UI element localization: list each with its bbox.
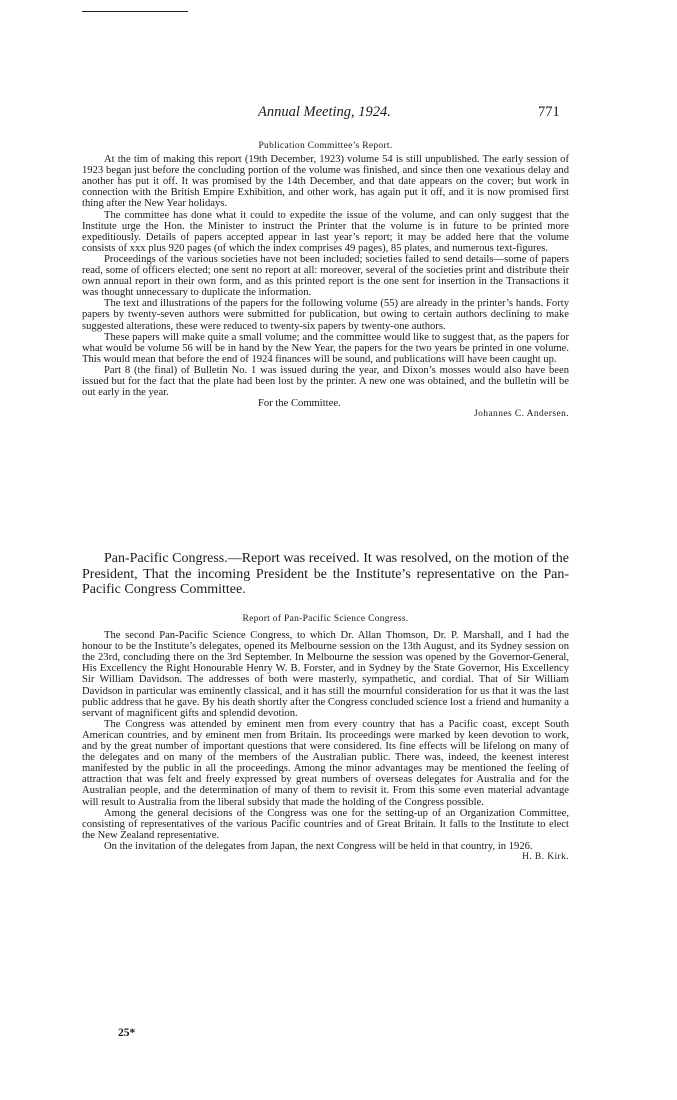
pan-pacific-congress-report (82, 614, 569, 863)
signature-kirk: H. B. Kirk. (522, 851, 569, 862)
resolution-text: Pan-Pacific Congress.—Report was received. It was resolved, on the motion of the President, That the incoming President be the Institute’s representative on the Pan-Pacific Congress Committee. (82, 551, 569, 597)
top-rule (82, 11, 188, 12)
report-paragraph: The text and illustrations of the papers for the following volume (55) are already in the printer’s hands. Forty papers by twenty-seven authors were submitted for publication, but owing to certain authors declining to make suggested alterations, these were reduced to twenty-six papers by twenty-one authors. (82, 298, 569, 332)
report-paragraph: Proceedings of the various societies have not been included; societies failed to send details—some of papers read, some of officers elected; one sent no report at all: moreover, several of the societies print and distribute their own annual report in their own form, and as this printed report is the one sent for insertion in the Transactions it was thought unnecessary to duplicate the information. (82, 253, 569, 299)
report-paragraph: The committee has done what it could to expedite the issue of the volume, and can only suggest that the Institute urge the Hon. the Minister to instruct the Printer that the volume is in future to be printed more expeditiously. Details of papers accepted appear in last year’s report; it may be added here that the volume consists of xxx plus 920 pages (of which the index comprises 49 pages), 85 plates, and numerous text-figures. (82, 209, 569, 254)
report-paragraph: Part 8 (the final) of Bulletin No. 1 was issued during the year, and Dixon’s mosses would also have been issued but for the fact that the plate had been lost by the printer. A new one was obtained, and the bulletin will be out early in the year. (82, 364, 569, 399)
page-number: 771 (538, 104, 560, 120)
signature-mark: 25* (118, 1027, 136, 1039)
signature-andersen: Johannes C. Andersen. (474, 409, 569, 420)
congress-paragraph: Among the general decisions of the Congress was one for the setting-up of an Organization Committee, consisting of representatives of the various Pacific countries and of Great Britain. It falls to the Institute to elect the New Zealand representative. (82, 807, 569, 841)
report-heading: Publication Committee’s Report. (258, 141, 393, 151)
congress-heading: Report of Pan-Pacific Science Congress. (242, 614, 409, 624)
running-title: Annual Meeting, 1924. (258, 104, 391, 120)
congress-paragraph: The Congress was attended by eminent men from every country that has a Pacific coast, except South American countries, and by eminent men from Britain. Its proceedings were marked by keen devotion to work, and by the great number of important questions that were considered. Its fine effects will be lifelong on many of the delegates and on many of the members of the Australian public. There was, indeed, the keenest interest manifested by the public in all the proceedings. Among the minor advantages may be mentioned the feeling of attraction that was felt and freely expressed by great numbers of overseas delegates for Australia and for the Australian people, and the determination of many of them to revisit it. From this some even material advantage will result to Australia from the liberal subsidy that made the holding of the Congress possible. (82, 718, 569, 808)
report-paragraph: These papers will make quite a small volume; and the committee would like to suggest that, as the papers for what would be volume 56 will be in hand by the New Year, the papers for the two years be printed in one volume. This would mean that before the end of 1924 finances will be sound, and publications will have been caught up. (82, 331, 569, 365)
publication-committee-report (82, 141, 569, 420)
congress-paragraph: On the invitation of the delegates from Japan, the next Congress will be held in that country, in 1926. (104, 840, 533, 852)
for-committee: For the Committee. (258, 398, 341, 410)
congress-paragraph: The second Pan-Pacific Science Congress, to which Dr. Allan Thomson, Dr. P. Marshall, and I had the honour to be the Institute’s delegates, opened its Melbourne session on the 13th August, and its Sydney session on the 23rd, concluding there on the 3rd September. In Melbourne the session was opened by the Governor-General, His Excellency the Right Honourable Henry W. B. Forster, and in Sydney by the State Governor, His Excellency Sir William Davidson. The addresses of both were masterly, sympathetic, and cordial. That of Sir William Davidson in particular was eminently classical, and it has still the mournful consideration for us that it was the last public address that he gave. By his death shortly after the Congress concluded science lost a friend and humanity a servant of magnificent gifts and splendid devotion. (82, 630, 569, 719)
pan-pacific-resolution (82, 551, 569, 598)
report-paragraph: At the tim of making this report (19th December, 1923) volume 54 is still unpublished. The early session of 1923 began just before the concluding portion of the volume was finished, and since then one vexatious delay and another has put it off. It was promised by the 14th December, and that date appears on the cover; but work in connection with the British Empire Exhibition, and other work, has again put it off, and it is now promised first thing after the New Year holidays. (82, 154, 569, 210)
